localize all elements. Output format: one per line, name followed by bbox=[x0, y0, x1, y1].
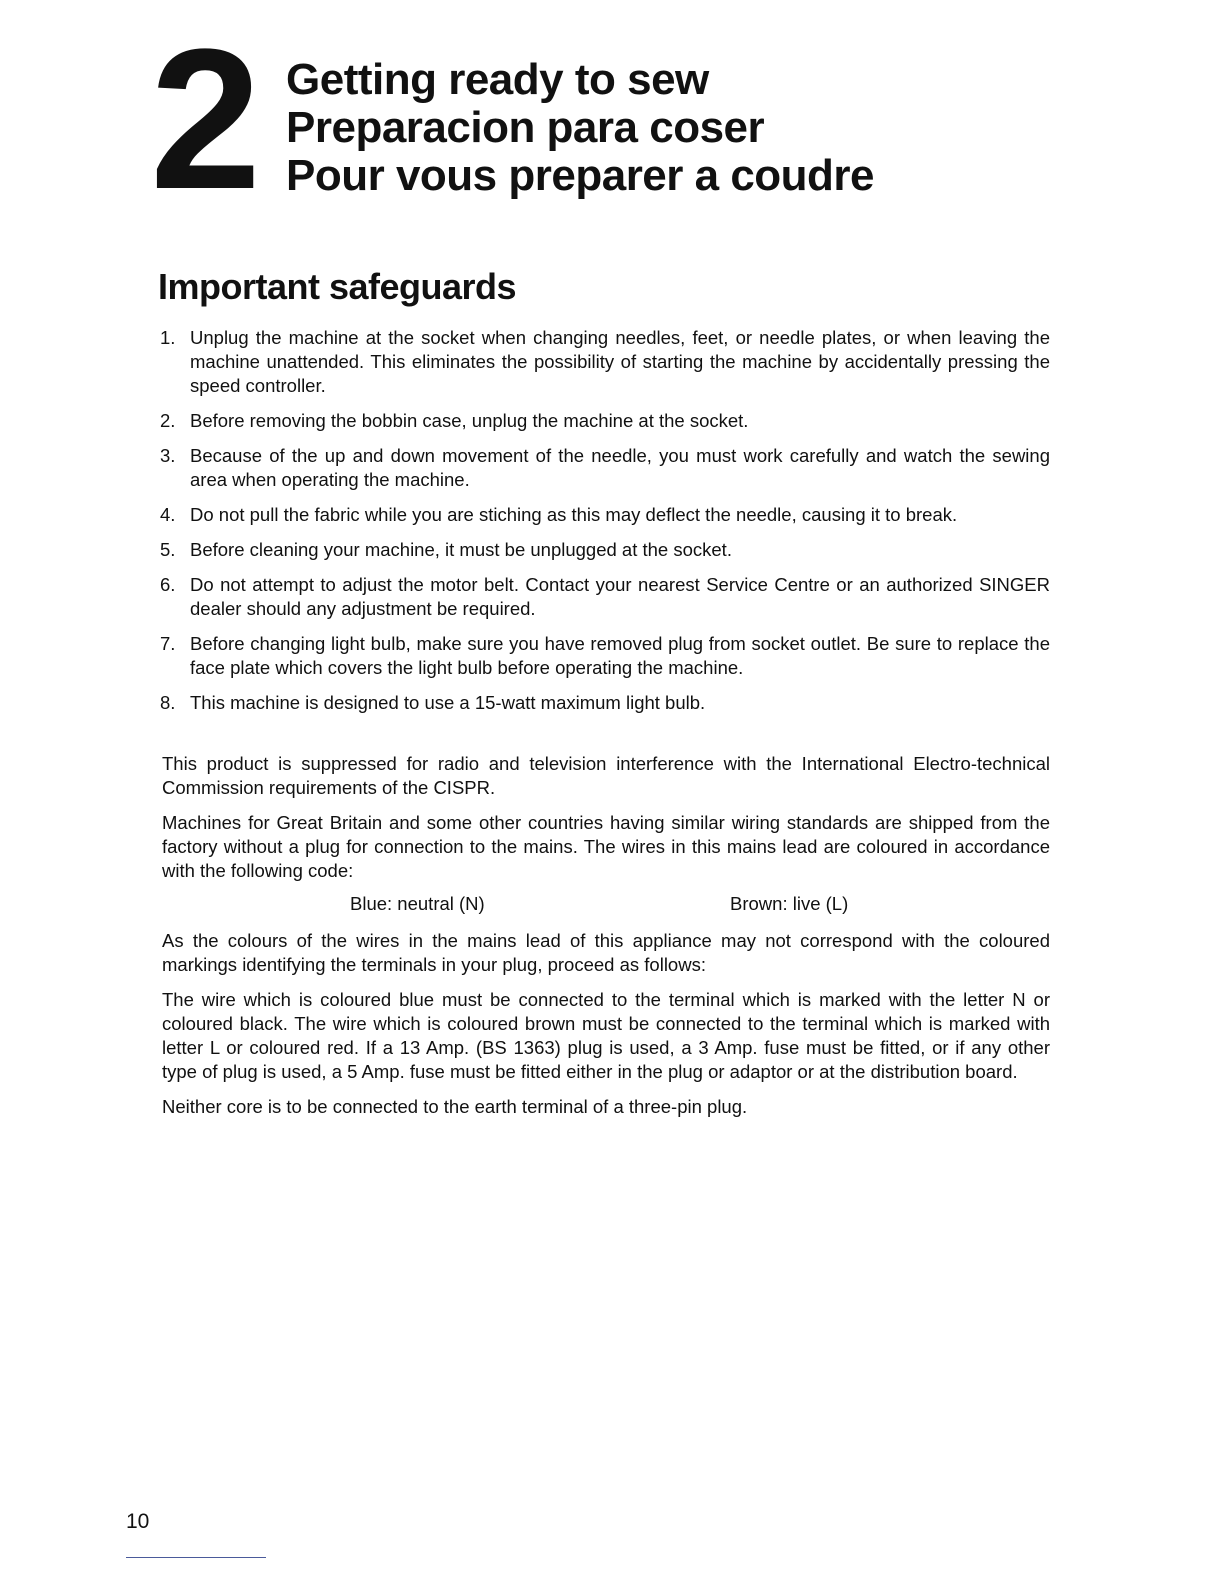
earth-paragraph: Neither core is to be connected to the earth terminal of a three-pin plug. bbox=[162, 1096, 748, 1117]
item-number: 7. bbox=[160, 633, 176, 654]
wiring-paragraph: The wire which is coloured blue must be connected to the terminal which is marked with the letter N or coloured black. The wire which is coloured brown must be connected to the terminal which is marked with letter L or coloured red. If a 13 Amp. (BS 1363) plug is used, a 3 Amp. fuse must be fitted, or if any other type of plug is used, a 5 Amp. fuse must be fitted either in the plug or adaptor or at the distribution board. bbox=[162, 989, 1050, 1082]
colours-note-paragraph: As the colours of the wires in the mains lead of this appliance may not correspond with the coloured markings identifying the terminals in your plug, proceed as follows: bbox=[162, 930, 1050, 975]
page-number: 10 bbox=[126, 1510, 150, 1533]
item-text: Because of the up and down movement of the needle, you must work carefully and watch the sewing area when operating the machine. bbox=[190, 445, 1050, 490]
section-heading: Important safeguards bbox=[158, 266, 517, 307]
chapter-titles bbox=[286, 56, 874, 200]
item-text: This machine is designed to use a 15-watt maximum light bulb. bbox=[190, 692, 706, 713]
item-text: Before removing the bobbin case, unplug the machine at the socket. bbox=[190, 410, 749, 431]
item-number: 3. bbox=[160, 445, 176, 466]
machines-gb-paragraph: Machines for Great Britain and some other countries having similar wiring standards are shipped from the factory without a plug for connection to the mains. The wires in this mains lead are coloured in accordance with the following code: bbox=[162, 812, 1050, 881]
chapter-title-french: Pour vous preparer a coudre bbox=[286, 151, 875, 200]
wire-colour-code bbox=[162, 892, 1050, 916]
safeguards-list bbox=[160, 326, 1050, 726]
item-number: 4. bbox=[160, 504, 176, 525]
list-item bbox=[160, 409, 1050, 433]
wire-brown-label: Brown: live (L) bbox=[730, 893, 849, 914]
item-text: Before cleaning your machine, it must be unplugged at the socket. bbox=[190, 539, 732, 560]
list-item bbox=[160, 691, 1050, 715]
item-text: Do not attempt to adjust the motor belt. Contact your nearest Service Centre or an authorized SINGER dealer should any adjustment be required. bbox=[190, 574, 1050, 619]
list-item bbox=[160, 444, 1050, 492]
list-item bbox=[160, 538, 1050, 562]
item-number: 5. bbox=[160, 539, 176, 560]
wire-blue-label: Blue: neutral (N) bbox=[350, 893, 485, 914]
item-number: 1. bbox=[160, 327, 176, 348]
item-text: Before changing light bulb, make sure you have removed plug from socket outlet. Be sure to replace the face plate which covers the light bulb before operating the machine. bbox=[190, 633, 1050, 678]
chapter-title-english: Getting ready to sew bbox=[286, 55, 709, 104]
list-item bbox=[160, 326, 1050, 398]
footer-divider bbox=[126, 1557, 266, 1558]
chapter-title-spanish: Preparacion para coser bbox=[286, 103, 765, 152]
list-item bbox=[160, 632, 1050, 680]
suppression-paragraph: This product is suppressed for radio and television interference with the International Electro-technical Commission requirements of the CISPR. bbox=[162, 753, 1050, 798]
chapter-number: 2 bbox=[150, 8, 258, 231]
body-text bbox=[162, 752, 1050, 1130]
list-item bbox=[160, 503, 1050, 527]
list-item bbox=[160, 573, 1050, 621]
item-number: 2. bbox=[160, 410, 176, 431]
item-number: 6. bbox=[160, 574, 176, 595]
item-text: Unplug the machine at the socket when changing needles, feet, or needle plates, or when leaving the machine unattended. This eliminates the possibility of starting the machine by accidentally pressing the speed controller. bbox=[190, 327, 1050, 396]
item-number: 8. bbox=[160, 692, 176, 713]
item-text: Do not pull the fabric while you are stiching as this may deflect the needle, causing it to break. bbox=[190, 504, 958, 525]
